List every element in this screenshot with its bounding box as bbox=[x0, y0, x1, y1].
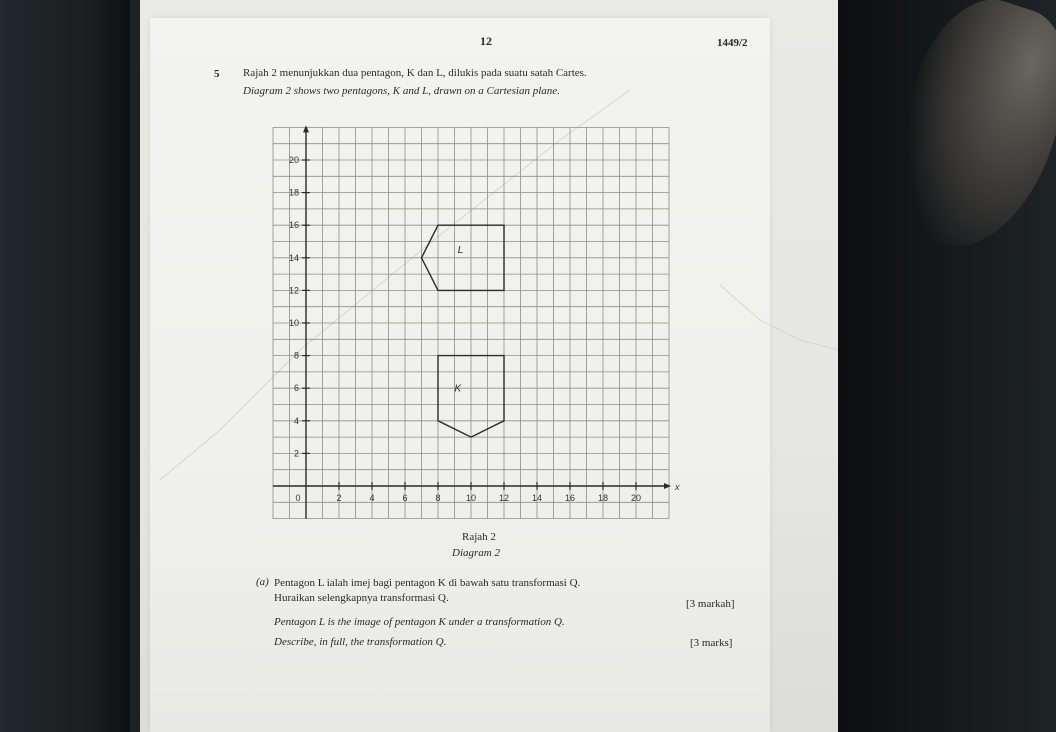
x-tick-label: 6 bbox=[402, 493, 408, 503]
tick-labels bbox=[289, 155, 641, 503]
x-tick-label: 16 bbox=[564, 493, 576, 503]
y-tick-label: 6 bbox=[293, 383, 299, 394]
x-axis-label: x bbox=[675, 482, 680, 492]
y-tick-label: 8 bbox=[293, 350, 299, 361]
y-tick-label: 14 bbox=[288, 252, 299, 263]
x-tick-label: 18 bbox=[597, 493, 609, 503]
x-tick-label: 8 bbox=[435, 493, 441, 503]
y-tick-label: 10 bbox=[288, 318, 299, 328]
part-a-line2-malay: Huraikan selengkapnya transformasi Q. bbox=[274, 592, 449, 604]
cartesian-plane bbox=[268, 118, 688, 524]
x-axis-arrow bbox=[664, 483, 671, 489]
x-tick-label: 20 bbox=[630, 493, 642, 503]
pentagon-l-label: L bbox=[457, 244, 464, 256]
x-tick-label: 2 bbox=[336, 493, 342, 503]
x-tick-label: 4 bbox=[369, 493, 375, 503]
question-stem-english: Diagram 2 shows two pentagons, K and L, drawn on a Cartesian plane. bbox=[243, 85, 560, 97]
grid-lines bbox=[273, 127, 669, 518]
part-a-label: (a) bbox=[256, 576, 269, 588]
y-axis-arrow bbox=[303, 125, 309, 132]
question-stem-malay: Rajah 2 menunjukkan dua pentagon, K dan L, dilukis pada suatu satah Cartes. bbox=[243, 67, 587, 79]
page-number: 12 bbox=[480, 34, 492, 48]
diagram-caption-english: Diagram 2 bbox=[452, 547, 500, 559]
question-number: 5 bbox=[214, 68, 220, 80]
part-a-marks-english: [3 marks] bbox=[690, 637, 733, 649]
x-tick-label: 14 bbox=[531, 493, 543, 503]
paper-code: 1449/2 bbox=[717, 37, 748, 49]
pentagons bbox=[422, 225, 505, 437]
part-a-line1-english: Pentagon L is the image of pentagon K under a transformation Q. bbox=[274, 616, 565, 628]
y-tick-label: 4 bbox=[293, 415, 299, 426]
x-tick-label: 0 bbox=[295, 493, 301, 503]
y-tick-label: 2 bbox=[293, 448, 299, 459]
x-tick-label: 12 bbox=[498, 493, 510, 503]
part-a-marks-malay: [3 markah] bbox=[686, 598, 735, 610]
y-tick-label: 16 bbox=[288, 220, 299, 231]
part-a-line2-english: Describe, in full, the transformation Q. bbox=[274, 636, 447, 648]
diagram-caption-malay: Rajah 2 bbox=[462, 531, 496, 543]
y-tick-label: 20 bbox=[288, 155, 299, 165]
axes bbox=[273, 125, 680, 518]
part-a-line1-malay: Pentagon L ialah imej bagi pentagon K di bawah satu transformasi Q. bbox=[274, 577, 581, 589]
x-tick-label: 10 bbox=[465, 493, 477, 503]
pentagon-k-label: K bbox=[454, 383, 462, 395]
y-tick-label: 12 bbox=[288, 285, 299, 296]
y-tick-label: 18 bbox=[288, 187, 299, 198]
